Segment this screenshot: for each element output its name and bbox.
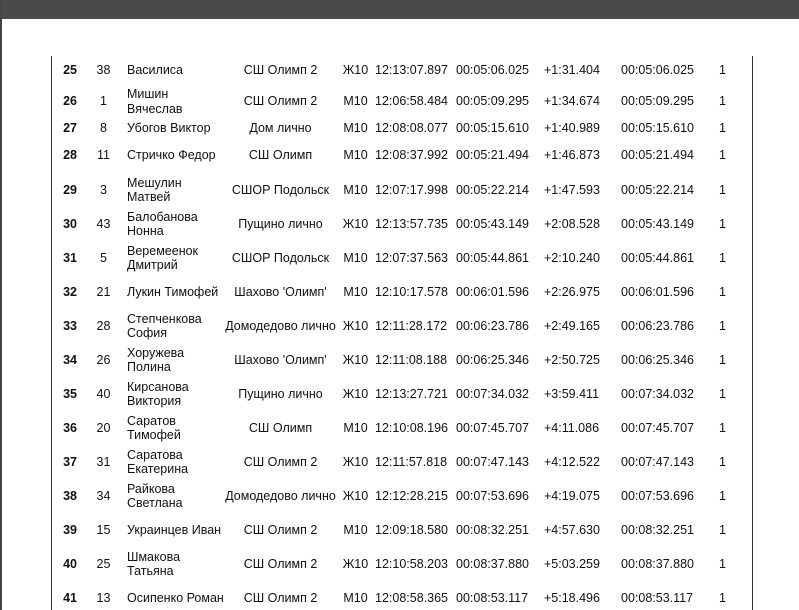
- bib-number-cell: 3: [100, 182, 107, 197]
- finish-time-cell: 00:07:47.143: [621, 454, 694, 469]
- result-cell: 00:05:44.861: [456, 250, 529, 265]
- table-row: [3, 241, 799, 275]
- club-cell: Домодедово лично: [225, 318, 336, 333]
- results-page: [2, 19, 799, 610]
- time-behind-cell: +1:47.593: [544, 182, 600, 197]
- time-behind-cell: +4:12.522: [544, 454, 600, 469]
- result-cell: 00:08:37.880: [456, 556, 529, 571]
- laps-cell: 1: [719, 522, 726, 537]
- time-behind-cell: +5:03.259: [544, 556, 600, 571]
- athlete-name-cell: Мешулин Матвей: [127, 175, 182, 204]
- place-cell: 27: [63, 121, 77, 136]
- row-spacer: [744, 84, 799, 119]
- athlete-name-cell: Шмакова Татьяна: [127, 549, 181, 578]
- club-cell: Пущино лично: [238, 386, 323, 401]
- row-spacer: [744, 581, 799, 610]
- row-spacer: [744, 445, 799, 479]
- time-behind-cell: +1:31.404: [544, 62, 600, 77]
- table-row: [3, 377, 799, 411]
- result-cell: 00:07:45.707: [456, 420, 529, 435]
- start-time-cell: 12:11:08.188: [375, 352, 448, 367]
- place-cell: 32: [63, 284, 77, 299]
- finish-time-cell: 00:05:21.494: [621, 148, 694, 163]
- table-row: [3, 275, 799, 309]
- group-cell: Ж10: [342, 556, 369, 571]
- club-cell: Домодедово лично: [225, 488, 336, 503]
- time-behind-cell: +1:34.674: [544, 94, 600, 109]
- result-cell: 00:05:22.214: [456, 182, 529, 197]
- result-cell: 00:07:47.143: [456, 454, 529, 469]
- time-behind-cell: +1:46.873: [544, 148, 600, 163]
- place-cell: 25: [63, 62, 77, 77]
- time-behind-cell: +2:49.165: [544, 318, 600, 333]
- result-cell: 00:05:09.295: [456, 94, 529, 109]
- row-spacer: [744, 343, 799, 377]
- group-cell: М10: [343, 522, 368, 537]
- result-cell: 00:06:01.596: [456, 284, 529, 299]
- athlete-name-cell: Райкова Светлана: [127, 481, 183, 510]
- group-cell: Ж10: [342, 386, 369, 401]
- club-cell: Пущино лично: [238, 216, 323, 231]
- club-cell: СШОР Подольск: [231, 182, 330, 197]
- start-time-cell: 12:10:08.196: [375, 420, 448, 435]
- finish-time-cell: 00:05:22.214: [621, 182, 694, 197]
- finish-time-cell: 00:08:53.117: [621, 590, 694, 605]
- bib-number-cell: 5: [100, 250, 107, 265]
- row-spacer: [744, 173, 799, 207]
- row-spacer: [744, 275, 799, 309]
- club-cell: СШОР Подольск: [231, 250, 330, 265]
- time-behind-cell: +2:08.528: [544, 216, 600, 231]
- club-cell: СШ Олимп 2: [243, 454, 318, 469]
- bib-number-cell: 1: [100, 94, 107, 109]
- start-time-cell: 12:13:27.721: [375, 386, 448, 401]
- table-row: [3, 56, 799, 84]
- laps-cell: 1: [719, 62, 726, 77]
- laps-cell: 1: [719, 182, 726, 197]
- time-behind-cell: +4:19.075: [544, 488, 600, 503]
- start-time-cell: 12:13:07.897: [375, 62, 448, 77]
- laps-cell: 1: [719, 121, 726, 136]
- start-time-cell: 12:11:28.172: [375, 318, 448, 333]
- laps-cell: 1: [719, 488, 726, 503]
- start-time-cell: 12:06:58.484: [375, 94, 448, 109]
- row-spacer: [744, 56, 799, 84]
- table-row: [3, 581, 799, 610]
- group-cell: М10: [343, 250, 368, 265]
- table-row: [3, 479, 799, 513]
- place-cell: 30: [63, 216, 77, 231]
- time-behind-cell: +3:59.411: [544, 386, 600, 401]
- start-time-cell: 12:09:18.580: [375, 522, 448, 537]
- finish-time-cell: 00:07:34.032: [621, 386, 694, 401]
- row-spacer: [744, 377, 799, 411]
- group-cell: М10: [343, 121, 368, 136]
- finish-time-cell: 00:06:23.786: [621, 318, 694, 333]
- row-spacer: [744, 479, 799, 513]
- laps-cell: 1: [719, 556, 726, 571]
- athlete-name-cell: Мишин Вячеслав: [127, 87, 183, 116]
- athlete-name-cell: Убогов Виктор: [127, 121, 211, 136]
- finish-time-cell: 00:08:32.251: [621, 522, 694, 537]
- place-cell: 31: [63, 250, 77, 265]
- group-cell: М10: [343, 148, 368, 163]
- results-table-frame: [51, 56, 753, 610]
- athlete-name-cell: Кирсанова Виктория: [127, 379, 189, 408]
- bib-number-cell: 34: [96, 488, 111, 503]
- laps-cell: 1: [719, 216, 726, 231]
- place-cell: 28: [63, 148, 77, 163]
- place-cell: 39: [63, 522, 77, 537]
- place-cell: 33: [63, 318, 77, 333]
- start-time-cell: 12:10:17.578: [375, 284, 448, 299]
- athlete-name-cell: Осипенко Роман: [127, 590, 224, 605]
- row-spacer: [744, 119, 799, 138]
- bib-number-cell: 26: [96, 352, 111, 367]
- table-row: [3, 119, 799, 138]
- group-cell: М10: [343, 182, 368, 197]
- row-spacer: [744, 513, 799, 547]
- group-cell: М10: [343, 284, 368, 299]
- start-time-cell: 12:10:58.203: [375, 556, 448, 571]
- place-cell: 26: [63, 94, 77, 109]
- group-cell: Ж10: [342, 488, 369, 503]
- group-cell: М10: [343, 94, 368, 109]
- finish-time-cell: 00:06:25.346: [621, 352, 694, 367]
- row-spacer: [744, 411, 799, 445]
- group-cell: Ж10: [342, 352, 369, 367]
- place-cell: 40: [63, 556, 77, 571]
- table-row: [3, 84, 799, 119]
- bib-number-cell: 25: [96, 556, 111, 571]
- result-cell: 00:05:43.149: [456, 216, 529, 231]
- result-cell: 00:05:21.494: [456, 148, 529, 163]
- results-table: [3, 19, 799, 610]
- athlete-name-cell: Саратова Екатерина: [127, 447, 189, 476]
- club-cell: СШ Олимп 2: [243, 522, 318, 537]
- start-time-cell: 12:12:28.215: [375, 488, 448, 503]
- table-row: [3, 343, 799, 377]
- start-time-cell: 12:08:08.077: [375, 121, 448, 136]
- athlete-name-cell: Лукин Тимофей: [127, 284, 219, 299]
- athlete-name-cell: Василиса: [127, 62, 183, 77]
- laps-cell: 1: [719, 250, 726, 265]
- group-cell: Ж10: [342, 454, 369, 469]
- place-cell: 41: [63, 590, 77, 605]
- athlete-name-cell: Балобанова Нонна: [127, 209, 198, 238]
- group-cell: Ж10: [342, 216, 369, 231]
- laps-cell: 1: [719, 454, 726, 469]
- place-cell: 36: [63, 420, 77, 435]
- bib-number-cell: 31: [96, 454, 111, 469]
- bib-number-cell: 21: [96, 284, 111, 299]
- table-top-spacer: [3, 19, 799, 56]
- laps-cell: 1: [719, 420, 726, 435]
- result-cell: 00:07:53.696: [456, 488, 529, 503]
- start-time-cell: 12:07:17.998: [375, 182, 448, 197]
- time-behind-cell: +4:57.630: [544, 522, 600, 537]
- laps-cell: 1: [719, 148, 726, 163]
- athlete-name-cell: Степченкова София: [127, 311, 202, 340]
- time-behind-cell: +4:11.086: [544, 420, 600, 435]
- laps-cell: 1: [719, 590, 726, 605]
- bib-number-cell: 15: [96, 522, 111, 537]
- bib-number-cell: 40: [96, 386, 111, 401]
- time-behind-cell: +1:40.989: [544, 121, 600, 136]
- time-behind-cell: +2:10.240: [544, 250, 600, 265]
- club-cell: СШ Олимп 2: [243, 94, 318, 109]
- table-row: [3, 411, 799, 445]
- athlete-name-cell: Веремеенок Дмитрий: [127, 243, 199, 272]
- group-cell: Ж10: [342, 318, 369, 333]
- club-cell: СШ Олимп 2: [243, 62, 318, 77]
- result-cell: 00:05:06.025: [456, 62, 529, 77]
- bib-number-cell: 11: [97, 148, 110, 163]
- group-cell: М10: [343, 590, 368, 605]
- result-cell: 00:08:53.117: [456, 590, 529, 605]
- athlete-name-cell: Саратов Тимофей: [127, 413, 181, 442]
- club-cell: СШ Олимп: [248, 420, 313, 435]
- finish-time-cell: 00:07:53.696: [621, 488, 694, 503]
- time-behind-cell: +2:50.725: [544, 352, 600, 367]
- place-cell: 35: [63, 386, 77, 401]
- laps-cell: 1: [719, 352, 726, 367]
- laps-cell: 1: [719, 94, 726, 109]
- place-cell: 29: [63, 182, 77, 197]
- club-cell: Шахово 'Олимп': [234, 352, 327, 367]
- athlete-name-cell: Стричко Федор: [127, 148, 216, 163]
- laps-cell: 1: [719, 318, 726, 333]
- club-cell: Дом лично: [249, 121, 312, 136]
- place-cell: 38: [63, 488, 77, 503]
- start-time-cell: 12:13:57.735: [375, 216, 448, 231]
- bib-number-cell: 13: [96, 590, 111, 605]
- start-time-cell: 12:11:57.818: [375, 454, 448, 469]
- place-cell: 34: [63, 352, 77, 367]
- bib-number-cell: 8: [100, 121, 107, 136]
- finish-time-cell: 00:05:43.149: [621, 216, 694, 231]
- start-time-cell: 12:07:37.563: [375, 250, 448, 265]
- athlete-name-cell: Хоружева Полина: [127, 345, 185, 374]
- row-spacer: [744, 207, 799, 241]
- club-cell: СШ Олимп: [248, 148, 313, 163]
- athlete-name-cell: Украинцев Иван: [127, 522, 222, 537]
- laps-cell: 1: [719, 284, 726, 299]
- laps-cell: 1: [719, 386, 726, 401]
- finish-time-cell: 00:05:09.295: [621, 94, 694, 109]
- row-spacer: [744, 309, 799, 343]
- group-cell: М10: [343, 420, 368, 435]
- table-row: [3, 547, 799, 581]
- table-row: [3, 173, 799, 207]
- row-spacer: [744, 547, 799, 581]
- row-spacer: [744, 241, 799, 275]
- group-cell: Ж10: [342, 62, 369, 77]
- place-cell: 37: [63, 454, 77, 469]
- result-cell: 00:06:25.346: [456, 352, 529, 367]
- result-cell: 00:05:15.610: [456, 121, 529, 136]
- result-cell: 00:06:23.786: [456, 318, 529, 333]
- finish-time-cell: 00:05:44.861: [621, 250, 694, 265]
- viewer-top-bar: [2, 0, 799, 19]
- finish-time-cell: 00:08:37.880: [621, 556, 694, 571]
- finish-time-cell: 00:07:45.707: [621, 420, 694, 435]
- finish-time-cell: 00:05:06.025: [621, 62, 694, 77]
- start-time-cell: 12:08:37.992: [375, 148, 448, 163]
- table-row: [3, 138, 799, 173]
- bib-number-cell: 20: [96, 420, 111, 435]
- result-cell: 00:07:34.032: [456, 386, 529, 401]
- club-cell: Шахово 'Олимп': [234, 284, 327, 299]
- club-cell: СШ Олимп 2: [243, 556, 318, 571]
- start-time-cell: 12:08:58.365: [375, 590, 448, 605]
- table-row: [3, 207, 799, 241]
- table-row: [3, 445, 799, 479]
- table-row: [3, 513, 799, 547]
- row-spacer: [744, 138, 799, 173]
- finish-time-cell: 00:06:01.596: [621, 284, 694, 299]
- result-cell: 00:08:32.251: [456, 522, 529, 537]
- bib-number-cell: 43: [96, 216, 111, 231]
- bib-number-cell: 28: [96, 318, 111, 333]
- table-row: [3, 309, 799, 343]
- results-table-body: [3, 19, 799, 610]
- time-behind-cell: +2:26.975: [544, 284, 600, 299]
- finish-time-cell: 00:05:15.610: [621, 121, 694, 136]
- club-cell: СШ Олимп 2: [243, 590, 318, 605]
- time-behind-cell: +5:18.496: [544, 590, 600, 605]
- bib-number-cell: 38: [96, 62, 111, 77]
